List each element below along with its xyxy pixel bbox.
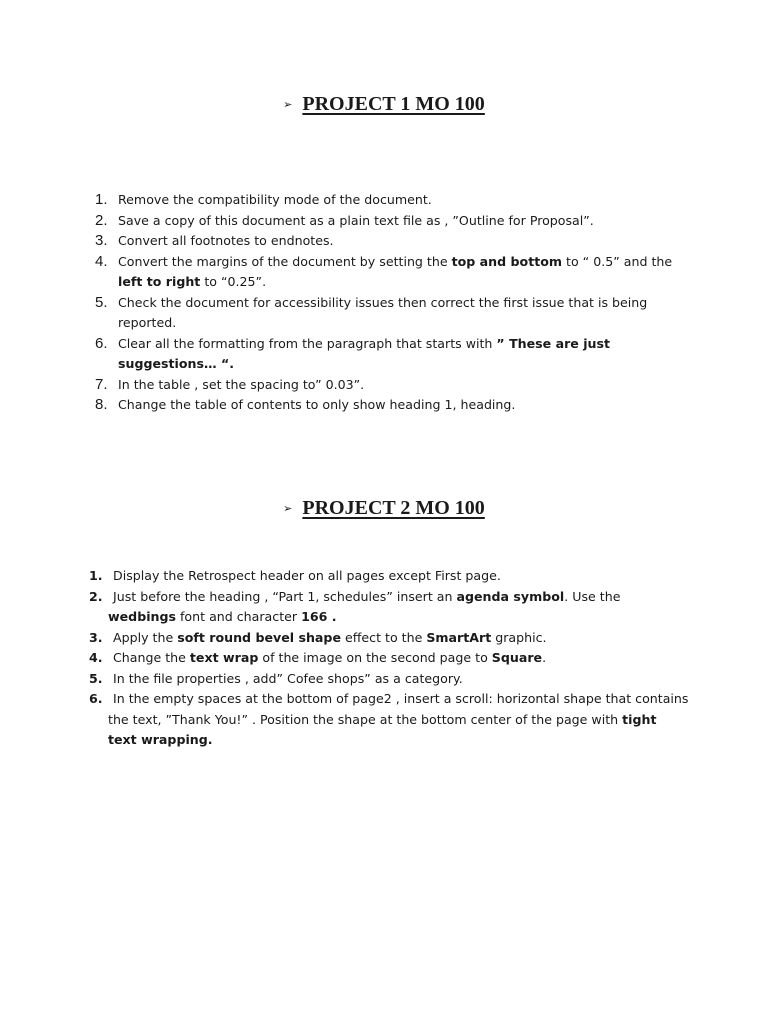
item-text: [118, 295, 647, 331]
project2-task-list: [89, 566, 689, 751]
item-text-bold: left to right: [118, 274, 201, 289]
project2-title: PROJECT 2 MO 100: [302, 497, 485, 519]
item-text-run: to “ 0.5” and the: [562, 253, 673, 269]
item-text: [108, 589, 620, 625]
list-item: [95, 211, 685, 232]
arrow-bullet-icon: ➢: [283, 501, 293, 515]
item-text: [118, 233, 334, 248]
item-text: [108, 671, 463, 686]
item-number: 7.: [95, 375, 108, 393]
item-text-bold: 166 .: [301, 609, 337, 624]
list-item: [95, 190, 685, 211]
item-text-bold: top and bottom: [451, 253, 563, 269]
item-text: [118, 192, 432, 207]
item-text: [118, 254, 672, 290]
item-number: 8.: [95, 396, 108, 413]
item-number: 5.: [95, 293, 108, 311]
item-text-run: Convert the margins of the document by setting the: [118, 253, 452, 269]
item-text-run: .: [542, 650, 547, 665]
item-text-run: of the image on the second page to: [258, 650, 492, 665]
list-item: [89, 689, 689, 751]
project1-title: PROJECT 1 MO 100: [302, 93, 485, 115]
item-number: 1.: [95, 191, 108, 208]
item-number: 3.: [95, 232, 108, 249]
item-text-run: to “0.25”.: [200, 274, 267, 289]
project1-task-list: [95, 190, 685, 416]
item-number: 2.: [95, 211, 108, 229]
project1-heading: [0, 93, 768, 116]
list-item: [95, 293, 685, 334]
item-text-run: Clear all the formatting from the paragraph that starts with: [118, 335, 497, 351]
list-item: [95, 252, 685, 293]
item-text-run: Display the Retrospect header on all pages except First page.: [113, 568, 501, 583]
list-item: [89, 566, 689, 587]
item-text-bold: text wrap: [189, 650, 259, 665]
item-text: [118, 397, 515, 412]
item-text: [108, 630, 547, 645]
item-text: [118, 377, 364, 392]
item-number: 6.: [95, 334, 108, 352]
item-text-run: In the file properties , add” Cofee shops” as a category.: [113, 670, 463, 686]
list-item: [89, 648, 689, 669]
item-number: 2.: [89, 588, 103, 604]
item-text-run: Just before the heading , “Part 1, schedules” insert an: [113, 588, 457, 604]
item-text: [118, 213, 594, 228]
item-text-run: Change the table of contents to only show heading 1, heading.: [118, 397, 516, 412]
item-text-run: In the table , set the spacing to” 0.03”.: [118, 376, 365, 392]
list-item: [95, 375, 685, 396]
list-item: [95, 395, 685, 416]
item-text-run: Check the document for accessibility issues then correct the first issue that is being reported.: [118, 294, 648, 330]
list-item: [89, 628, 689, 649]
item-text-bold: wedbings: [108, 609, 176, 624]
item-text: [108, 568, 501, 583]
item-text: [118, 336, 610, 372]
item-number: 4.: [95, 252, 108, 270]
item-text: [108, 650, 546, 665]
item-text-run: font and character: [176, 609, 302, 624]
item-text-bold: tight text wrapping.: [108, 711, 657, 747]
list-item: [89, 587, 689, 628]
item-text-run: Save a copy of this document as a plain text file as , ”Outline for Proposal”.: [118, 212, 594, 228]
arrow-bullet-icon: ➢: [283, 97, 293, 111]
item-text-run: . Use the: [564, 588, 621, 604]
item-text-bold: ” These are just suggestions… “.: [118, 335, 611, 371]
list-item: [95, 334, 685, 375]
item-text-bold: SmartArt: [426, 629, 492, 645]
item-number: 3.: [89, 629, 103, 645]
item-text-run: Apply the: [113, 629, 178, 645]
item-text-run: Convert all footnotes to endnotes.: [118, 233, 334, 248]
item-text-run: effect to the: [340, 629, 427, 645]
item-text-run: Remove the compatibility mode of the document.: [118, 192, 432, 207]
item-number: 5.: [89, 670, 103, 686]
item-text-run: Change the: [113, 650, 190, 665]
list-item: [89, 669, 689, 690]
item-text-run: In the empty spaces at the bottom of page2 , insert a scroll: horizontal shape that contains the text, ”Thank You!” . Position the shape at the bottom center of the page with: [108, 691, 689, 727]
list-item: [95, 231, 685, 252]
item-number: 6.: [89, 691, 103, 706]
item-text: [108, 691, 688, 747]
item-text-bold: Square: [491, 650, 543, 665]
item-number: 1.: [89, 568, 103, 583]
item-text-bold: soft round bevel shape: [177, 629, 341, 645]
project2-heading: [0, 497, 768, 520]
item-text-bold: agenda symbol: [456, 588, 565, 604]
item-text-run: graphic.: [491, 629, 547, 645]
item-number: 4.: [89, 650, 103, 665]
